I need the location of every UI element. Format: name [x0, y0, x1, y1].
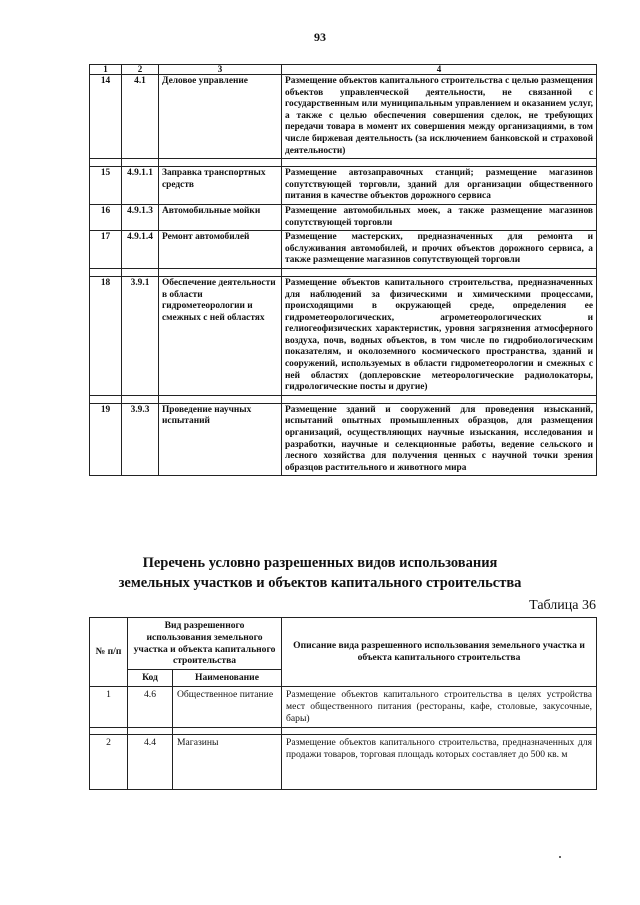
use-name: Ремонт автомобилей — [159, 231, 282, 269]
use-name: Заправка транспортных средств — [159, 167, 282, 205]
table-row — [90, 75, 597, 159]
use-name: Обеспечение деятельности в области гидрометеорологии и смежных с ней областях — [159, 276, 282, 395]
use-code: 4.6 — [128, 686, 173, 727]
column-number: 2 — [122, 65, 159, 75]
header-row — [90, 618, 597, 670]
header-name: Наименование — [173, 670, 282, 687]
row-spacer — [90, 159, 597, 167]
use-code: 3.9.3 — [122, 403, 159, 476]
use-name: Проведение научных испытаний — [159, 403, 282, 476]
use-description: Размещение объектов капитального строительства, предназначенных для наблюдений за физическими и химическими процессами, происходящими в окружающей среде, определения ее гидрометеорологических, агрометеорологических и гелиогеофизических характеристик, уровня загрязнения атмосферного воздуха, почв, водных объектов, в том числе по гидробиологическим показателям, и околоземного космического пространства, зданий и сооружений, используемых в области гидрометеорологии и смежных с ней областях (доплеровские метеорологические радиолокаторы, гидрологические посты и другие) — [282, 276, 597, 395]
conditional-use-table — [89, 617, 597, 790]
use-description: Размещение объектов капитального строительства в целях устройства мест общественного питания (рестораны, кафе, столовые, закусочные, бары) — [282, 686, 597, 727]
column-number: 1 — [90, 65, 122, 75]
table-row — [90, 204, 597, 230]
row-spacer — [90, 395, 597, 403]
use-description: Размещение автозаправочных станций; размещение магазинов сопутствующей торговли, зданий для организации общественного питания в качестве объектов дорожного сервиса — [282, 167, 597, 205]
row-spacer — [90, 727, 597, 734]
table-row — [90, 231, 597, 269]
table-row — [90, 276, 597, 395]
table-row — [90, 686, 597, 727]
use-code: 4.4 — [128, 734, 173, 789]
use-name: Магазины — [173, 734, 282, 789]
table-row — [90, 167, 597, 205]
scan-speck — [559, 856, 561, 858]
row-number: 15 — [90, 167, 122, 205]
row-number: 14 — [90, 75, 122, 159]
land-use-table-main — [89, 64, 597, 476]
use-name: Автомобильные мойки — [159, 204, 282, 230]
use-description: Размещение мастерских, предназначенных для ремонта и обслуживания автомобилей, и прочих объектов дорожного сервиса, а также размещение магазинов сопутствующей торговли — [282, 231, 597, 269]
row-number: 19 — [90, 403, 122, 476]
header-description: Описание вида разрешенного использования земельного участка и объекта капитального строительства — [282, 618, 597, 687]
use-description: Размещение объектов капитального строительства, предназначенных для продажи товаров, торговая площадь которых составляет до 500 кв. м — [282, 734, 597, 789]
header-row-number: № п/п — [90, 618, 128, 687]
row-number: 18 — [90, 276, 122, 395]
use-code: 4.9.1.4 — [122, 231, 159, 269]
use-description: Размещение автомобильных моек, а также размещение магазинов сопутствующей торговли — [282, 204, 597, 230]
section-heading-line-2: земельных участков и объектов капитального строительства — [118, 575, 522, 591]
table-row — [90, 403, 597, 476]
column-number: 3 — [159, 65, 282, 75]
header-code: Код — [128, 670, 173, 687]
use-code: 3.9.1 — [122, 276, 159, 395]
row-number: 2 — [90, 734, 128, 789]
use-name: Деловое управление — [159, 75, 282, 159]
table-caption: Таблица 36 — [529, 598, 596, 613]
table-row — [90, 734, 597, 789]
column-number-row — [90, 65, 597, 75]
row-number: 1 — [90, 686, 128, 727]
row-spacer — [90, 268, 597, 276]
use-description: Размещение объектов капитального строительства с целью размещения объектов управленческой деятельности, не связанной с государственным или муниципальным управлением и оказанием услуг, а также с целью обеспечения совершения сделок, не требующих передачи товара в момент их совершения между организациями, в том числе биржевая деятельность (за исключением банковской и страховой деятельности) — [282, 75, 597, 159]
column-number: 4 — [282, 65, 597, 75]
use-code: 4.9.1.1 — [122, 167, 159, 205]
row-number: 17 — [90, 231, 122, 269]
header-use-type: Вид разрешенного использования земельного участка и объекта капитального строительства — [128, 618, 282, 670]
use-code: 4.1 — [122, 75, 159, 159]
row-number: 16 — [90, 204, 122, 230]
use-code: 4.9.1.3 — [122, 204, 159, 230]
section-heading-line-1: Перечень условно разрешенных видов использования — [142, 555, 498, 571]
use-description: Размещение зданий и сооружений для проведения изысканий, испытаний опытных промышленных образцов, для размещения организаций, осуществляющих научные изыскания, исследования и разработки, научные и селекционные работы, ведение сельского и лесного хозяйства для получения ценных с научной точки зрения образцов растительного и животного мира — [282, 403, 597, 476]
use-name: Общественное питание — [173, 686, 282, 727]
page-number: 93 — [314, 30, 326, 44]
